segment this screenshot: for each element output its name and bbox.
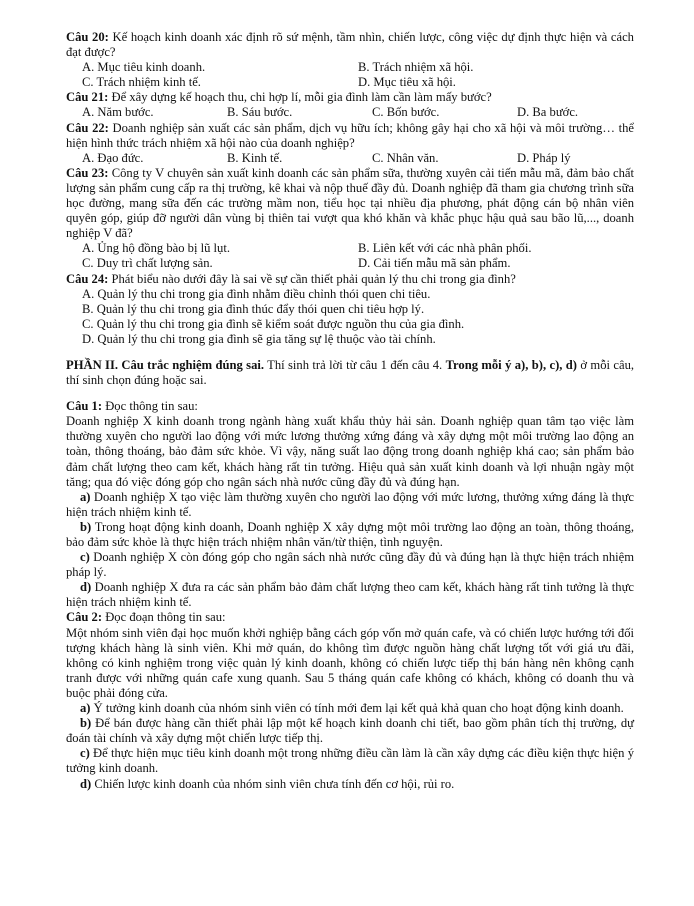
question-text: Kế hoạch kinh doanh xác định rõ sứ mệnh, tầm nhìn, chiến lược, công việc dự định thực hiện và cách đạt được? [66, 30, 634, 60]
question-text: Phát biểu nào dưới đây là sai về sự cần thiết phải quản lý thu chi trong gia đình? [111, 271, 516, 286]
question-label: Câu 1: [66, 399, 103, 414]
option-b[interactable]: B. Liên kết với các nhà phân phối. [358, 241, 532, 256]
option-d[interactable]: D. Cải tiến mẫu mã sản phẩm. [358, 256, 511, 271]
option-b[interactable]: B. Kinh tế. [227, 150, 283, 165]
statement-a[interactable]: a) Doanh nghiệp X tạo việc làm thường xuyên cho người lao động với mức lương, thưởng xứng đáng là thực hiện trách nhiệm kinh tế. [66, 489, 634, 519]
question-21 [66, 90, 634, 105]
option-a[interactable]: A. Năm bước. [82, 105, 154, 120]
question-label: Câu 22: [66, 120, 109, 135]
option-c[interactable]: C. Bốn bước. [372, 105, 440, 120]
option-d[interactable]: D. Mục tiêu xã hội. [358, 75, 456, 90]
option-c[interactable]: C. Nhân văn. [372, 150, 439, 165]
option-a[interactable]: A. Quản lý thu chi trong gia đình nhằm điều chỉnh thói quen chi tiêu. [82, 286, 431, 301]
question-label: Câu 21: [66, 90, 109, 105]
option-c[interactable]: C. Quản lý thu chi trong gia đình sẽ kiểm soát được nguồn thu của gia đình. [82, 316, 465, 331]
question-20 [66, 30, 634, 60]
options-q21 [66, 105, 634, 120]
option-d[interactable]: D. Pháp lý [517, 150, 571, 165]
passage-2: Một nhóm sinh viên đại học muốn khởi nghiệp bằng cách góp vốn mở quán cafe, và có chiến lược hướng tới đối tượng khách hàng là sinh viên. Khi mở quán, do không tìm được nguồn hàng chất lượng tốt với giá ưu đãi, không có kinh nghiệm trong việc quản lý kinh doanh, không có chiến lược tiếp thị bán hàng nên không cạnh tranh được với những quán cafe xung quanh. Sau 5 tháng quán cafe không có khách, không có doanh thu và buộc phải đóng cửa. [66, 625, 634, 700]
section-spacer [66, 347, 634, 358]
question-label: Câu 23: [66, 165, 109, 180]
tf-question-2: Câu 2: Đọc đoạn thông tin sau: [66, 610, 226, 625]
statement-b[interactable]: b) Để bán được hàng cần thiết phải lập một kế hoạch kinh doanh chi tiết, bao gồm phân tích thị trường, dự đoán tài chính và xây dựng một chiến lược tiếp thị. [66, 716, 634, 746]
question-text: Để xây dựng kế hoạch thu, chi hợp lí, mỗi gia đình làm cần làm mấy bước? [111, 90, 492, 105]
option-b[interactable]: B. Trách nhiệm xã hội. [358, 60, 474, 75]
option-a[interactable]: A. Mục tiêu kinh doanh. [82, 60, 206, 75]
tf-question-1: Câu 1: Đọc thông tin sau: [66, 399, 198, 414]
option-c[interactable]: C. Trách nhiệm kinh tế. [82, 75, 201, 90]
statement-c[interactable]: c) Doanh nghiệp X còn đóng góp cho ngân sách nhà nước cũng đầy đủ và đúng hạn là thực hiện trách nhiệm pháp lý. [66, 550, 634, 580]
part-2-heading: PHẦN II. Câu trắc nghiệm đúng sai. Thí sinh trả lời từ câu 1 đến câu 4. Trong mỗi ý a), b), c), d) ở mỗi câu, thí sinh chọn đúng hoặc sai. [66, 357, 635, 388]
options-q20 [66, 60, 634, 90]
statement-b[interactable]: b) Trong hoạt động kinh doanh, Doanh nghiệp X xây dựng một môi trường lao động an toàn, thông thoáng, bảo đảm sức khỏe là thực hiện trách nhiệm nhân văn/từ thiện, tình nguyện. [66, 519, 634, 549]
question-label: Câu 24: [66, 271, 109, 286]
question-label: Câu 20: [66, 30, 109, 44]
option-d[interactable]: D. Ba bước. [517, 105, 579, 120]
question-text: Doanh nghiệp sản xuất các sản phẩm, dịch vụ hữu ích; không gây hại cho xã hội và môi trường… thể hiện hình thức trách nhiệm xã hội nào của doanh nghiệp? [66, 120, 634, 150]
option-d[interactable]: D. Quản lý thu chi trong gia đình sẽ gia tăng sự lệ thuộc vào tài chính. [82, 331, 436, 346]
options-q23 [66, 241, 634, 271]
statement-a[interactable]: a) Ý tưởng kinh doanh của nhóm sinh viên có tính mới đem lại kết quả khả quan cho hoạt động kinh doanh. [80, 701, 624, 716]
options-q24 [66, 287, 634, 347]
statement-d[interactable]: d) Doanh nghiệp X đưa ra các sản phẩm bảo đảm chất lượng theo cam kết, khách hàng rất tinh tưởng là thực hiện trách nhiệm kinh tế. [66, 580, 634, 610]
statement-d[interactable]: d) Chiến lược kinh doanh của nhóm sinh viên chưa tính đến cơ hội, rủi ro. [80, 776, 455, 791]
passage-1: Doanh nghiệp X kinh doanh trong ngành hàng xuất khẩu thủy hải sản. Doanh nghiệp quan tâm tạo việc làm thường xuyên cho người lao động với mức lương thưởng xứng đáng và xây dựng một môi trường lao động an toàn, thông thoáng, bảo đảm sức khỏe. Vì vậy, năng suất lao động trong doanh nghiệp khá cao; sản phẩm bảo đảm chất lượng theo cam kết, khách hàng rất tin tưởng. Hiệu quả sản xuất kinh doanh và lợi nhuận ngày một tăng; qua đó việc đóng góp cho ngân sách nhà nước cũng đầy đủ và đúng hạn. [66, 414, 634, 489]
options-q22 [66, 151, 634, 166]
option-a[interactable]: A. Đạo đức. [82, 150, 144, 165]
option-c[interactable]: C. Duy trì chất lượng sản. [82, 256, 213, 271]
option-b[interactable]: B. Quản lý thu chi trong gia đình thúc đẩy thói quen chi tiêu hợp lý. [82, 301, 425, 316]
question-text: Công ty V chuyên sản xuất kinh doanh các sản phẩm sữa, thường xuyên cải tiến mẫu mã, đảm bảo chất lượng sản phẩm cung cấp ra thị trường, kê khai và nộp thuế đầy đủ. Doanh nghiệp đã tham gia chương trình sữa học đường, mang sữa đến các trường mầm non, tiểu học tại nhiều địa phương, phát động cán bộ nhân viên quyên góp, giúp đỡ người dân vùng bị thiên tai vượt qua khó khăn và khắc phục hậu quả sau bão lũ,..., doanh nghiệp V đã? [66, 165, 634, 241]
section-spacer [66, 388, 634, 399]
question-23 [66, 166, 634, 241]
question-22 [66, 121, 634, 151]
part-2-title: PHẦN II. Câu trắc nghiệm đúng sai. [66, 357, 265, 372]
option-a[interactable]: A. Ủng hộ đồng bào bị lũ lụt. [82, 241, 230, 256]
option-b[interactable]: B. Sáu bước. [227, 105, 293, 120]
question-24 [66, 272, 634, 287]
question-label: Câu 2: [66, 610, 103, 625]
statement-c[interactable]: c) Để thực hiện mục tiêu kinh doanh một trong những điều cần làm là cần xây dựng các điều kiện thực hiện ý tưởng kinh doanh. [66, 746, 634, 776]
